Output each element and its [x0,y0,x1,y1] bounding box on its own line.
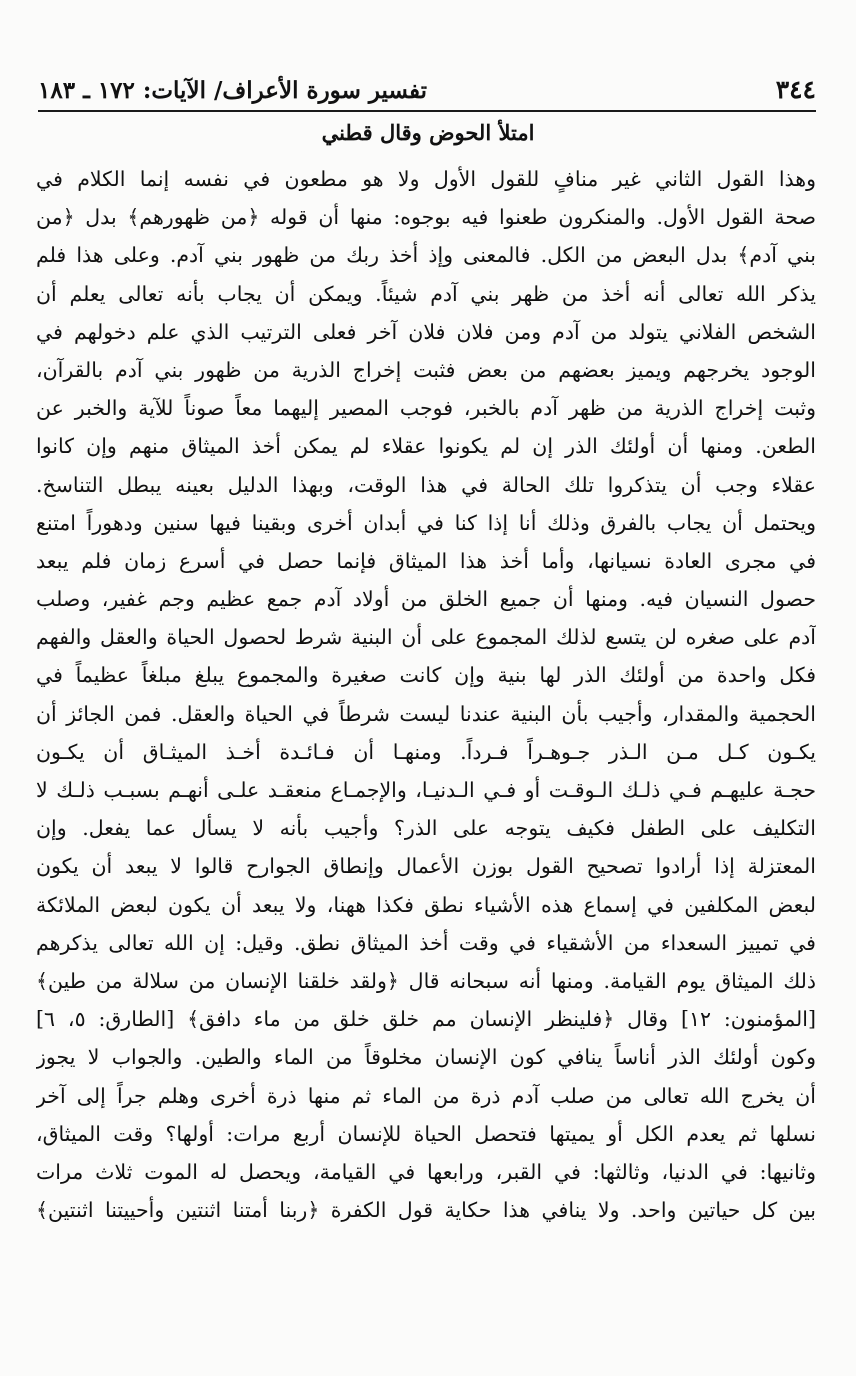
text-line: التكليف على الطفل فكيف يتوجه على الذر؟ وأجيب بأنه لا يسأل عما يفعل. وإن [36,816,816,841]
text-line: الشخص الفلاني يتولد من آدم ومن فلان فلان آخر فعلى الترتيب الذي علم دخولهم في [36,319,816,344]
text-line: المعتزلة إذا أرادوا تصحيح القول بوزن الأعمال وإنطاق الجوارح قالوا لا يبعد أن يكون [36,854,816,879]
text-line: يذكر الله تعالى أنه أخذ من ظهر بني آدم شيئاً. ويمكن أن يجاب بأنه تعالى يعلم أن [36,281,816,306]
text-line: وثانيها: في الدنيا، وثالثها: في القبر، ورابعها في القيامة، ويحصل له الموت ثلاث مرات [36,1159,816,1184]
text-line: [المؤمنون: ١٢] وقال ﴿فلينظر الإنسان مم خلق خلق من ماء دافق﴾ [الطارق: ٥، ٦] [36,1007,816,1032]
text-line: عقلاء وجب أن يتذكروا تلك الحالة في هذا الوقت، وبهذا الدليل بعينه يبطل التناسخ. [36,472,816,497]
running-title: تفسير سورة الأعراف/ الآيات: ١٧٢ ـ ١٨٣ [38,77,428,104]
body-text [36,160,816,1229]
text-line: وثبت إخراج الذرية من ظهر آدم بالخبر، فوجب المصير إليهما معاً صوناً للآية والخبر عن [36,396,816,421]
text-line: حجـة عليهـم فـي ذلـك الـوقـت أو فـي الـدنيـا، والإجمـاع منعقـد علـى أنهـم بسبـب ذلـك لا [36,778,816,802]
text-line: نسلها ثم يعدم الكل أو يميتها فتحصل الحياة للإنسان أربع مرات: أولها؟ وقت الميثاق، [36,1121,816,1146]
text-line: لبعض المكلفين في إسماع هذه الأشياء نطق فكذا ههنا، ولا يبعد أن يكون لبعض الملائكة [36,892,816,917]
text-line: في تمييز السعداء من الأشقياء في وقت أخذ الميثاق نطق. وقيل: إن الله تعالى يذكرهم [36,930,816,955]
text-line: الوجود يخرجهم ويميز بعضهم من بعض فثبت إخراج الذرية من ظهور بني آدم بالقرآن، [36,357,816,382]
page-number: ٣٤٤ [775,75,816,104]
text-line: صحة القول الأول. والمنكرون طعنوا فيه بوجوه: منها أن قوله ﴿من ظهورهم﴾ بدل ﴿من [36,205,816,230]
text-line: وكون أولئك الذر أناساً ينافي كون الإنسان مخلوقاً من الماء والطين. والجواب لا يجوز [36,1045,816,1070]
text-line: الحجمية والمقدار، وأجيب بأن البنية عندنا ليست شرطاً في الحياة والعقل. فمن الجائز أن [36,701,816,726]
section-heading: امتلأ الحوض وقال قطني [321,120,535,145]
text-line: يكـون كـل مـن الـذر جـوهـراً فـرداً. ومنهـا أن فـائـدة أخـذ الميثـاق أن يكـون [36,739,816,764]
text-line: ويحتمل أن يجاب بالفرق وذلك أنا إذا كنا في أبدان أخرى وبقينا فيها سنين ودهوراً امتنع [36,510,816,535]
text-line: في مجرى العادة نسيانها، وأما أخذ هذا الميثاق فإنما حصل في أسرع زمان فلم يبعد [36,548,816,573]
text-line: آدم على صغره لن يتسع لذلك المجموع على أن البنية شرط لحصول الحياة والعقل والفهم [36,625,816,650]
text-line: فكل واحدة من أولئك الذر لها بنية وإن كانت صغيرة والمجموع يبلغ مبلغاً عظيماً في [36,663,816,688]
text-line: ذلك الميثاق يوم القيامة. ومنها أنه سبحانه قال ﴿ولقد خلقنا الإنسان من سلالة من طين﴾ [36,968,816,993]
text-line: أن يخرج الله تعالى من صلب آدم ذرة من الماء ثم منها ذرة أخرى وهلم جراً إلى آخر [36,1083,816,1108]
text-line: وهذا القول الثاني غير منافٍ للقول الأول ولا هو مطعون في نفسه إنما الكلام في [36,167,816,191]
running-header [38,66,816,112]
text-line: الطعن. ومنها أن أولئك الذر إن لم يكونوا عقلاء لم يمكن أخذ الميثاق منهم وإن كانوا [36,434,816,459]
text-line: بين كل حياتين واحد. ولا ينافي هذا حكاية قول الكفرة ﴿ربنا أمتنا اثنتين وأحييتنا اثنتين﴾ [36,1198,816,1223]
text-line: بني آدم﴾ بدل البعض من الكل. فالمعنى وإذ أخذ ربك من ظهور بني آدم. وعلى هذا فلم [36,243,816,268]
text-line: حصول النسيان فيه. ومنها أن جميع الخلق من أولاد آدم جمع عظيم وجم غفير، وصلب [36,587,816,612]
